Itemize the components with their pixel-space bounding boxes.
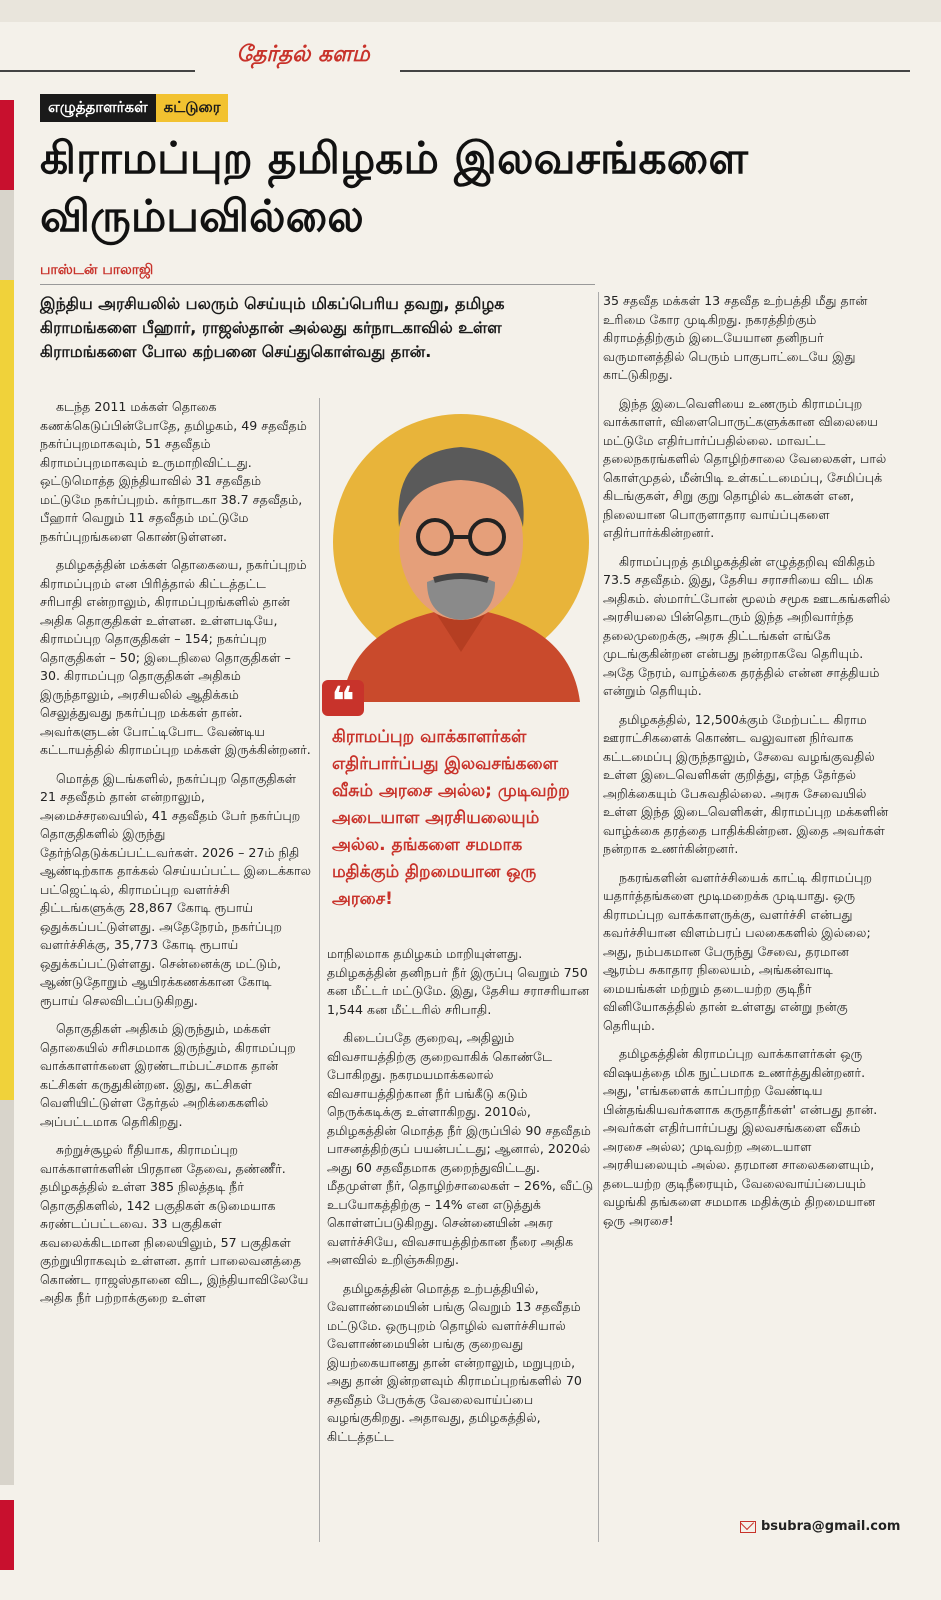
paragraph: மாநிலமாக தமிழகம் மாறியுள்ளது. தமிழகத்தின் தனிநபர் நீர் இருப்பு வெறும் 750 கன மீட்டர் மட்டுமே. இது, தேசிய சராசரியான 1,544 கன மீட்டரில் சரிபாதி. (327, 946, 590, 1017)
headline: கிராமப்புற தமிழகம் இலவசங்களை விரும்பவில்லை (40, 133, 748, 242)
adjacent-page-strip (0, 0, 941, 22)
intro-paragraph: இந்திய அரசியலில் பலரும் செய்யும் மிகப்பெரிய தவறு, தமிழக கிராமங்களை பீஹார், ராஜஸ்தான் அல்லது கர்நாடகாவில் உள்ள கிராமங்களை போல கற்பனை செய்துகொள்வது தான். (40, 294, 505, 361)
paragraph: தமிழகத்தின் மொத்த உற்பத்தியில், வேளாண்மையின் பங்கு வெறும் 13 சதவீதம் மட்டுமே. ஒருபுறம் தொழில் வளர்ச்சியால் வேளாண்மையின் பங்கு குறைவது இயற்கையானது தான் என்றாலும், மறுபுறம், அது தான் இன்றளவும் கிராமப்புறங்களில் 70 சதவீதம் பேருக்கு வேலைவாய்ப்பை வழங்குகிறது. அதாவது, தமிழகத்தில், கிட்டத்தட்ட (327, 1280, 582, 1444)
article-column-2 (327, 945, 595, 1456)
article-column-1 (40, 398, 312, 1318)
pull-quote: கிராமப்புற வாக்காளர்கள் எதிர்பார்ப்பது இலவசங்களை வீசும் அரசை அல்ல; முடிவற்ற அடையாள அரசியலையும் அல்ல. தங்களை சமமாக மதிக்கும் திறமையான ஒரு அரசை! (332, 727, 570, 909)
paragraph: தொகுதிகள் அதிகம் இருந்தும், மக்கள் தொகையில் சரிசமமாக இருந்தும், கிராமப்புற வாக்காளர்களை இரண்டாம்பட்சமாக தான் கட்சிகள் கருதுகின்றன. இது, கட்சிகள் வெளியிட்டுள்ள தேர்தல் அறிக்கைகளில் அப்பட்டமாக தெரிகிறது. (40, 1021, 296, 1129)
paragraph: தமிழகத்தின் கிராமப்புற வாக்காளர்கள் ஒரு விஷயத்தை மிக நுட்பமாக உணர்த்துகின்றனர். அது, 'எங்களைக் காப்பாற்ற வேண்டிய பின்தங்கியவர்களாக கருதாதீர்கள்' என்பது தான். அவர்கள் எதிர்பார்ப்பது இலவசங்களை வீசும் அரசை அல்ல; முடிவற்ற அடையாள அரசியலையும் அல்ல. தரமான சாலைகளையும், தடையற்ற குடிநீரையும், வேலைவாய்ப்பையும் வழங்கி தங்களை சமமாக மதிக்கும் திறமையான ஒரு அரசை! (603, 1046, 878, 1228)
paragraph: மொத்த இடங்களில், நகர்ப்புற தொகுதிகள் 21 சதவீதம் தான் என்றாலும், அமைச்சரவையில், 41 சதவீதம் பேர் நகர்ப்புற தொகுதிகளில் இருந்து தேர்ந்தெடுக்கப்பட்டவர்கள். 2026 – 27ம் நிதி ஆண்டிற்காக தாக்கல் செய்யப்பட்ட இடைக்கால பட்ஜெட்டில், கிராமப்புற வளர்ச்சி திட்டங்களுக்கு 28,867 கோடி ரூபாய் ஒதுக்கப்பட்டுள்ளது. அதேநேரம், நகர்ப்புற வளர்ச்சிக்கு, 35,773 கோடி ரூபாய் ஒதுக்கப்பட்டுள்ளது. சென்னைக்கு மட்டும், ஆண்டுதோறும் ஆயிரக்கணக்கான கோடி ரூபாய் செலவிடப்படுகிறது. (40, 770, 312, 1008)
paragraph: கிராமப்புறத் தமிழகத்தின் எழுத்தறிவு விகிதம் 73.5 சதவீதம். இது, தேசிய சராசரியை விட மிக அதிகம். ஸ்மார்ட்போன் மூலம் சமூக ஊடகங்களில் அரசியலை பின்தொடரும் இந்த அறிவார்ந்த தலைமுறைக்கு, அரசு திட்டங்கள் எங்கே முடங்குகின்றன என்பது நன்றாகவே தெரியும். அதே நேரம், வாழ்க்கை தரத்தில் என்ன சாத்தியம் என்றும் தெரியும். (603, 553, 891, 698)
paragraph: இந்த இடைவெளியை உணரும் கிராமப்புற வாக்காளர், விளைபொருட்களுக்கான விலையை மட்டுமே எதிர்பார்ப்பதில்லை. மாவட்ட தலைநகரங்களில் தொழிற்சாலை வேலைகள், பால் கொள்முதல், மீன்பிடி உள்கட்டமைப்பு, சேமிப்புக் கிடங்குகள், சிறு குறு தொழில் கடன்கள் என, நிலையான பொருளாதார வாய்ப்புகளை எதிர்பார்க்கின்றனர். (603, 395, 887, 540)
column-divider-1 (319, 398, 320, 1542)
quote-icon: ❝ (322, 680, 364, 716)
author-email (740, 1519, 900, 1534)
byline-rule (40, 284, 595, 285)
article-column-3 (603, 292, 893, 1240)
paragraph: கிடைப்பதே குறைவு, அதிலும் விவசாயத்திற்கு குறைவாகிக் கொண்டே போகிறது. நகரமயமாக்கலால் விவசாயத்திற்கான நீர் பங்கீடு கடும் நெருக்கடிக்கு உள்ளாகிறது. 2010ல், தமிழகத்தின் மொத்த நீர் இருப்பில் 90 சதவீதம் பாசனத்திற்குப் பயன்பட்டது; ஆனால், 2020ல் அது 60 சதவீதமாக குறைந்துவிட்டது. மீதமுள்ள நீர், தொழிற்சாலைகள் – 26%, வீட்டு உபயோகத்திற்கு – 14% என எடுத்துக் கொள்ளப்படுகிறது. சென்னையின் அசுர வளர்ச்சியே, விவசாயத்திற்கான நீரை அதிக அளவில் உறிஞ்சுகிறது. (327, 1030, 594, 1267)
section-rule-right (400, 70, 910, 72)
paragraph: கடந்த 2011 மக்கள் தொகை கணக்கெடுப்பின்போதே, தமிழகம், 49 சதவீதம் நகர்ப்புறமாகவும், 51 சதவீதம் கிராமப்புறமாகவும் உருமாறிவிட்டது. ஒட்டுமொத்த இந்தியாவில் 31 சதவீதம் மட்டுமே நகர்ப்புறம். கர்நாடகா 38.7 சதவீதம், பீஹார் வெறும் 11 சதவீதம் மட்டுமே நகர்ப்புறங்களை கொண்டுள்ளன. (40, 399, 307, 544)
paragraph: தமிழகத்தில், 12,500க்கும் மேற்பட்ட கிராம ஊராட்சிகளைக் கொண்ட வலுவான நிர்வாக கட்டமைப்பு இருந்தாலும், சேவை வழங்குவதில் உள்ள இடைவெளிகள் குறித்து, எந்த தேர்தல் அறிக்கையும் பேசுவதில்லை. அரசு சேவையில் உள்ள இந்த இடைவெளிகள், கிராமப்புற மக்களின் வாழ்க்கை தரத்தை பாதிக்கின்றன. இதை அவர்கள் நன்றாக உணர்கின்றனர். (603, 711, 889, 856)
email-address: bsubra@gmail.com (761, 1519, 901, 1534)
adjacent-column-edge (0, 100, 14, 1485)
mail-icon (740, 1521, 756, 1533)
section-rule-left (0, 70, 195, 72)
author-portrait (322, 392, 600, 702)
paragraph: தமிழகத்தின் மக்கள் தொகையை, நகர்ப்புறம் கிராமப்புறம் என பிரித்தால் கிட்டத்தட்ட சரிபாதி என்றாலும், கிராமப்புறங்களில் தான் அதிக தொகுதிகள் உள்ளன. உள்ளபடியே, கிராமப்புற தொகுதிகள் – 154; நகர்ப்புற தொகுதிகள் – 50; இடைநிலை தொகுதிகள் – 30. கிராமப்புற தொகுதிகள் அதிகம் இருந்தாலும், அரசியலில் ஆதிக்கம் செலுத்துவது நகர்ப்புற மக்கள் தான். அவர்களுடன் போட்டிபோட வேண்டிய கட்டாயத்தில் கிராமப்புற மக்கள் இருக்கின்றனர். (40, 557, 311, 757)
article-kicker (40, 94, 228, 122)
paragraph: சுற்றுச்சூழல் ரீதியாக, கிராமப்புற வாக்காளர்களின் பிரதான தேவை, தண்ணீர். தமிழகத்தில் உள்ள 385 நிலத்தடி நீர் தொகுதிகளில், 142 பகுதிகள் கடுமையாக சுரண்டப்பட்டவை. 33 பகுதிகள் கவலைக்கிடமான நிலையிலும், 57 பகுதிகள் குற்றுயிராகவும் உள்ளன. தார் பாலைவனத்தை கொண்ட ராஜஸ்தானை விட, இந்தியாவிலேயே அதிக நீர் பற்றாக்குறை உள்ள (40, 1142, 309, 1305)
paragraph: 35 சதவீத மக்கள் 13 சதவீத உற்பத்தி மீது தான் உரிமை கோர முடிகிறது. நகரத்திற்கும் கிராமத்திற்கும் இடையேயான தனிநபர் வருமானத்தில் பெரும் பாகுபாட்டையே இது காட்டுகிறது. (603, 293, 868, 382)
kicker-label: எழுத்தாளர்கள் (40, 94, 156, 122)
paragraph: நகரங்களின் வளர்ச்சியைக் காட்டி கிராமப்புற யதார்த்தங்களை மூடிமறைக்க முடியாது. ஒரு கிராமப்புற வாக்காளருக்கு, வளர்ச்சி என்பது கவர்ச்சியான விளம்பரப் பலகைகளில் இல்லை; அது, நம்பகமான பேருந்து சேவை, தரமான ஆரம்ப சுகாதார நிலையம், அங்கன்வாடி மையங்கள் மற்றும் தடையற்ற குடிநீர் வினியோகத்தில் தான் உள்ளது என்று நன்கு தெரியும். (603, 869, 873, 1033)
byline: பாஸ்டன் பாலாஜி (40, 262, 154, 278)
section-title: தேர்தல் களம் (236, 42, 370, 67)
kicker-tag: கட்டுரை (156, 94, 229, 122)
